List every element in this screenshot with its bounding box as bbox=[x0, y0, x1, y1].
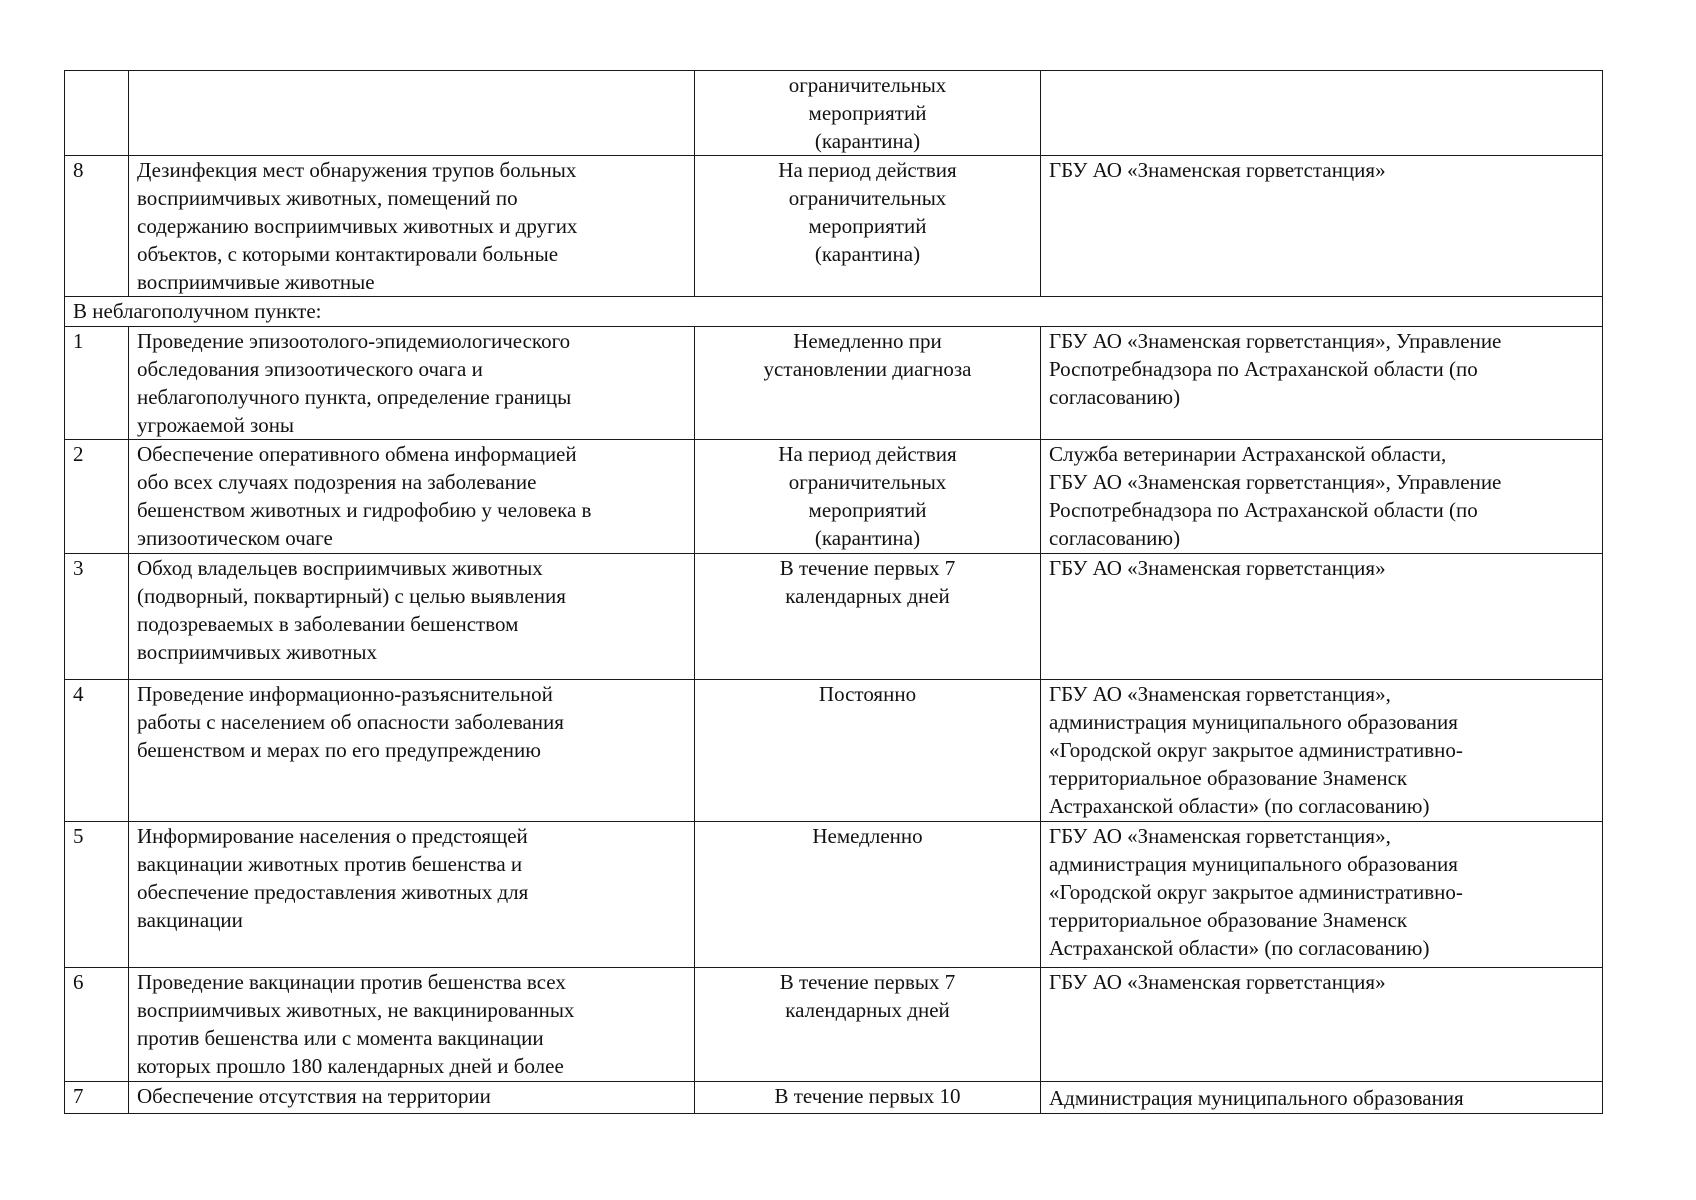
term-cell bbox=[695, 968, 1041, 1082]
responsible-cell bbox=[1041, 680, 1603, 822]
row-number-cell bbox=[65, 1082, 129, 1114]
responsible-text: Администрация муниципального образования bbox=[1049, 1086, 1464, 1110]
term-text: В течение первых 10 bbox=[774, 1084, 961, 1108]
row-number-cell bbox=[65, 968, 129, 1082]
term-text: В течение первых 7 календарных дней bbox=[779, 556, 956, 608]
table-row bbox=[65, 440, 1603, 554]
section-title: В неблагополучном пункте: bbox=[73, 299, 322, 323]
term-text: Немедленно при установлении диагноза bbox=[763, 329, 972, 381]
row-number-cell bbox=[65, 156, 129, 297]
responsible-cell bbox=[1041, 440, 1603, 554]
responsible-cell bbox=[1041, 156, 1603, 297]
responsible-text: ГБУ АО «Знаменская горветстанция» bbox=[1049, 970, 1386, 994]
row-number: 8 bbox=[73, 158, 84, 182]
row-number: 7 bbox=[73, 1084, 84, 1108]
responsible-text: Служба ветеринарии Астраханской области, ГБУ АО «Знаменская горветстанция», Управление Роспотребнадзора по Астраханской области (по согласованию) bbox=[1049, 442, 1502, 550]
action-cell bbox=[129, 554, 695, 680]
term-text: В течение первых 7 календарных дней bbox=[779, 970, 956, 1022]
table-row bbox=[65, 680, 1603, 822]
action-text: Обеспечение оперативного обмена информацией обо всех случаях подозрения на заболевание бешенством животных и гидрофобию у человека в эпизоотическом очаге bbox=[137, 442, 592, 550]
table-row bbox=[65, 327, 1603, 440]
term-cell bbox=[695, 440, 1041, 554]
action-text: Дезинфекция мест обнаружения трупов больных восприимчивых животных, помещений по содержанию восприимчивых животных и других объектов, с которыми контактировали больные восприимчивые животные bbox=[137, 158, 578, 294]
responsible-text: ГБУ АО «Знаменская горветстанция», администрация муниципального образования «Городской округ закрытое административно- территориальное образование Знаменск Астраханской области» (по согласованию) bbox=[1049, 824, 1463, 960]
responsible-cell bbox=[1041, 71, 1603, 156]
responsible-cell bbox=[1041, 327, 1603, 440]
responsible-text: ГБУ АО «Знаменская горветстанция», Управление Роспотребнадзора по Астраханской области (по согласованию) bbox=[1049, 329, 1502, 409]
responsible-text: ГБУ АО «Знаменская горветстанция», администрация муниципального образования «Городской округ закрытое административно- территориальное образование Знаменск Астраханской области» (по согласованию) bbox=[1049, 682, 1463, 818]
responsible-cell bbox=[1041, 1082, 1603, 1114]
action-text: Проведение вакцинации против бешенства всех восприимчивых животных, не вакцинированных против бешенства или с момента вакцинации которых прошло 180 календарных дней и более bbox=[137, 970, 575, 1078]
action-text: Проведение информационно-разъяснительной работы с населением об опасности заболевания бешенством и мерах по его предупреждению bbox=[137, 682, 564, 762]
action-text: Проведение эпизоотолого-эпидемиологического обследования эпизоотического очага и неблагополучного пункта, определение границы угрожаемой зоны bbox=[137, 329, 572, 437]
action-cell bbox=[129, 822, 695, 968]
row-number-cell bbox=[65, 554, 129, 680]
row-number: 2 bbox=[73, 442, 84, 466]
responsible-cell bbox=[1041, 554, 1603, 680]
term-cell bbox=[695, 1082, 1041, 1114]
row-number: 5 bbox=[73, 824, 84, 848]
term-cell bbox=[695, 554, 1041, 680]
action-cell bbox=[129, 680, 695, 822]
responsible-cell bbox=[1041, 822, 1603, 968]
row-number-cell bbox=[65, 822, 129, 968]
term-text: Немедленно bbox=[812, 824, 923, 848]
action-cell bbox=[129, 71, 695, 156]
table-row bbox=[65, 1082, 1603, 1114]
term-cell bbox=[695, 680, 1041, 822]
row-number: 1 bbox=[73, 329, 84, 353]
term-text: ограничительных мероприятий (карантина) bbox=[788, 73, 947, 153]
term-cell bbox=[695, 156, 1041, 297]
action-text: Информирование населения о предстоящей вакцинации животных против бешенства и обеспечение предоставления животных для вакцинации bbox=[137, 824, 529, 932]
row-number-cell bbox=[65, 71, 129, 156]
responsible-text: ГБУ АО «Знаменская горветстанция» bbox=[1049, 556, 1386, 580]
measures-table bbox=[64, 70, 1603, 1114]
term-cell bbox=[695, 822, 1041, 968]
section-row bbox=[65, 297, 1603, 327]
table-row bbox=[65, 554, 1603, 680]
action-text: Обеспечение отсутствия на территории bbox=[137, 1084, 491, 1108]
action-text: Обход владельцев восприимчивых животных (подворный, поквартирный) с целью выявления подозреваемых в заболевании бешенством восприимчивых животных bbox=[137, 556, 566, 664]
row-number: 6 bbox=[73, 970, 84, 994]
action-cell bbox=[129, 440, 695, 554]
row-number-cell bbox=[65, 327, 129, 440]
table-row bbox=[65, 968, 1603, 1082]
table-row bbox=[65, 822, 1603, 968]
action-cell bbox=[129, 156, 695, 297]
action-cell bbox=[129, 327, 695, 440]
table-row bbox=[65, 71, 1603, 156]
table-row bbox=[65, 156, 1603, 297]
term-cell bbox=[695, 327, 1041, 440]
term-text: На период действия ограничительных мероприятий (карантина) bbox=[778, 158, 957, 266]
responsible-cell bbox=[1041, 968, 1603, 1082]
row-number: 3 bbox=[73, 556, 84, 580]
section-title-cell bbox=[65, 297, 1603, 327]
action-cell bbox=[129, 1082, 695, 1114]
row-number-cell bbox=[65, 680, 129, 822]
responsible-text: ГБУ АО «Знаменская горветстанция» bbox=[1049, 158, 1386, 182]
term-cell bbox=[695, 71, 1041, 156]
term-text: Постоянно bbox=[818, 682, 917, 706]
term-text: На период действия ограничительных мероприятий (карантина) bbox=[778, 442, 957, 550]
action-cell bbox=[129, 968, 695, 1082]
row-number: 4 bbox=[73, 682, 84, 706]
row-number-cell bbox=[65, 440, 129, 554]
